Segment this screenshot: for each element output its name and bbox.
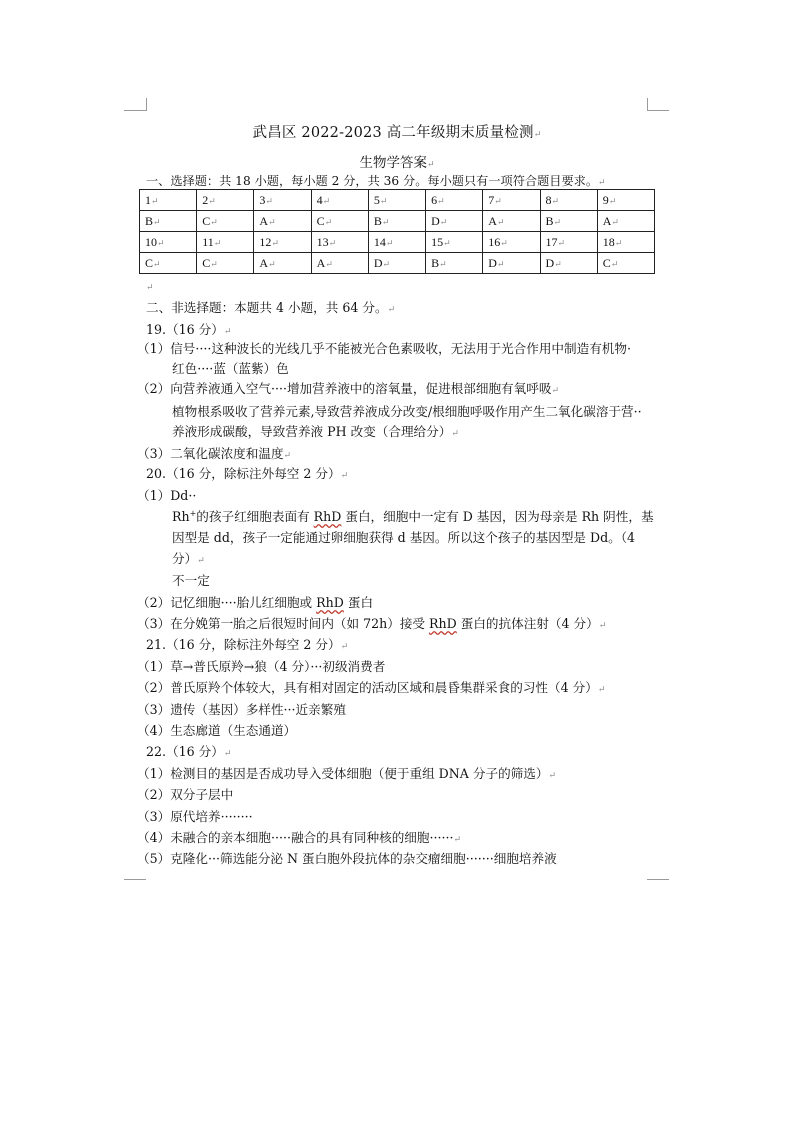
answer-table-cell: 10↵	[140, 232, 197, 253]
q21-heading: 21.（16 分，除标注外每空 2 分）↵	[146, 637, 349, 652]
q19-answer-2c: 养液形成碳酸，导致营养液 PH 改变（合理给分）↵	[172, 424, 459, 439]
q19-heading: 19.（16 分）↵	[146, 322, 232, 337]
q22-answer-4: （4）未融合的亲本细胞·····融合的具有同种核的细胞······↵	[137, 830, 462, 845]
answer-table-cell: C↵	[597, 253, 654, 274]
q19-answer-1: （1）信号····这种波长的光线几乎不能被光合色素吸收，无法用于光合作用中制造有机物·	[137, 341, 631, 356]
q22-answer-2: （2）双分子层中	[137, 787, 234, 802]
q19-answer-2: （2）向营养液通入空气····增加营养液中的溶氧量，促进根部细胞有氧呼吸↵	[137, 381, 559, 396]
answer-table-cell: D↵	[426, 211, 483, 232]
answer-table-cell: D↵	[540, 253, 597, 274]
answer-table-cell: C↵	[311, 211, 368, 232]
answer-table-row	[140, 190, 655, 211]
answer-table-cell: 12↵	[254, 232, 311, 253]
answer-table-cell: D↵	[368, 253, 425, 274]
q21-answer-3: （3）遗传（基因）多样性···近亲繁殖	[137, 702, 346, 717]
answer-table-cell: B↵	[426, 253, 483, 274]
answer-table-cell: 13↵	[311, 232, 368, 253]
q20-answer-1d: 分）↵	[172, 551, 205, 566]
q20-answer-2: （2）记忆细胞····胎儿红细胞或 RhD 蛋白	[137, 595, 374, 610]
answer-table-cell: C↵	[197, 211, 254, 232]
crop-mark-bottom-right	[647, 879, 669, 880]
crop-mark-top-right-h	[647, 110, 669, 111]
section2-heading: 二、非选择题：本题共 4 小题，共 64 分。↵	[146, 300, 396, 315]
crop-mark-top-left-v	[146, 98, 147, 111]
q20-answer-3: （3）在分娩第一胎之后很短时间内（如 72h）接受 RhD 蛋白的抗体注射（4 分）↵	[137, 616, 607, 631]
q21-answer-1: （1）草→普氏原羚→狼（4 分）···初级消费者	[137, 659, 386, 674]
answer-table-cell: 5↵	[368, 190, 425, 211]
answer-table-cell: 8↵	[540, 190, 597, 211]
answer-table-cell: A↵	[597, 211, 654, 232]
q19-answer-1b: 红色····蓝（蓝紫）色	[172, 361, 289, 376]
document-subtitle: 生物学答案↵	[359, 155, 435, 171]
answer-table	[139, 189, 655, 274]
q20-answer-1c: 因型是 dd，孩子一定能通过卵细胞获得 d 基因。所以这个孩子的基因型是 Dd。（4	[172, 530, 636, 545]
crop-mark-top-left-h	[124, 110, 146, 111]
q20-answer-1b: Rh+的孩子红细胞表面有 RhD 蛋白，细胞中一定有 D 基因，因为母亲是 Rh 阴性，基	[172, 508, 654, 524]
answer-table-cell: 4↵	[311, 190, 368, 211]
answer-table-cell: 2↵	[197, 190, 254, 211]
q21-answer-2: （2）普氏原羚个体较大，具有相对固定的活动区域和晨昏集群采食的习性（4 分）↵	[137, 680, 606, 695]
q22-heading: 22.（16 分）↵	[146, 744, 232, 759]
crop-mark-bottom-left	[124, 879, 146, 880]
q19-answer-2b: 植物根系吸收了营养元素,导致营养液成分改变/根细胞呼吸作用产生二氧化碳溶于营··	[172, 404, 642, 419]
q19-answer-3: （3）二氧化碳浓度和温度↵	[137, 446, 292, 461]
q20-answer-1: （1）Dd··	[137, 488, 197, 503]
answer-table-cell: 16↵	[483, 232, 540, 253]
answer-table-cell: 17↵	[540, 232, 597, 253]
answer-table-cell: 1↵	[140, 190, 197, 211]
answer-table-row	[140, 211, 655, 232]
answer-table-cell: A↵	[483, 211, 540, 232]
answer-table-cell: 7↵	[483, 190, 540, 211]
answer-table-cell: B↵	[368, 211, 425, 232]
answer-table-cell: 18↵	[597, 232, 654, 253]
q22-answer-1: （1）检测目的基因是否成功导入受体细胞（便于重组 DNA 分子的筛选）↵	[137, 766, 556, 781]
q22-answer-5: （5）克隆化···筛选能分泌 N 蛋白胞外段抗体的杂交瘤细胞·······细胞培养液	[137, 851, 557, 866]
answer-table-cell: C↵	[140, 253, 197, 274]
answer-table-cell: 14↵	[368, 232, 425, 253]
answer-table-cell: 11↵	[197, 232, 254, 253]
empty-paragraph: ↵	[146, 283, 154, 293]
document-title: 武昌区 2022-2023 高二年级期末质量检测↵	[252, 125, 542, 141]
q20-heading: 20.（16 分，除标注外每空 2 分）↵	[146, 466, 349, 481]
answer-table-cell: A↵	[311, 253, 368, 274]
answer-table-cell: B↵	[540, 211, 597, 232]
answer-table-cell: B↵	[140, 211, 197, 232]
answer-table-row	[140, 253, 655, 274]
q20-answer-1e: 不一定	[172, 573, 210, 588]
answer-table-cell: 3↵	[254, 190, 311, 211]
answer-table-cell: 9↵	[597, 190, 654, 211]
answer-table-cell: 15↵	[426, 232, 483, 253]
section1-heading: 一、选择题：共 18 小题，每小题 2 分，共 36 分。每小题只有一项符合题目要求。↵	[146, 174, 606, 188]
answer-table-cell: A↵	[254, 253, 311, 274]
answer-table-cell: 6↵	[426, 190, 483, 211]
answer-table-cell: A↵	[254, 211, 311, 232]
answer-table-cell: D↵	[483, 253, 540, 274]
q21-answer-4: （4）生态廊道（生态通道）	[137, 723, 297, 738]
answer-table-cell: C↵	[197, 253, 254, 274]
q22-answer-3: （3）原代培养········	[137, 809, 253, 824]
crop-mark-top-right-v	[647, 98, 648, 111]
answer-table-row	[140, 232, 655, 253]
